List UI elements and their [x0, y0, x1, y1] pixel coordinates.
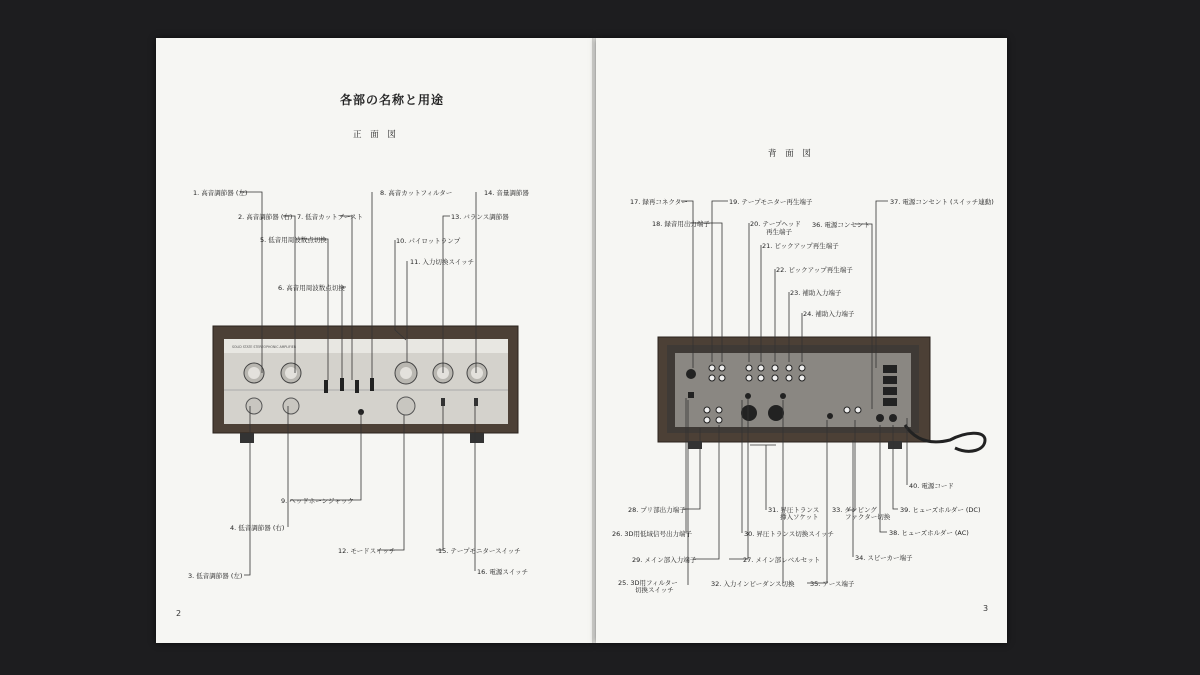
label-18: 18. 録音用出力端子 [652, 220, 710, 228]
label-22: 22. ピックアップ再生端子 [776, 266, 853, 274]
label-16: 16. 電源スイッチ [477, 568, 529, 576]
label-14: 14. 音量調節器 [484, 189, 529, 197]
label-31: 31. 昇圧トランス [768, 506, 820, 514]
panel-logo: SOLID STATE STEREOPHONIC AMPLIFIER [232, 345, 297, 349]
label-4: 4. 低音調節器 (右) [230, 524, 285, 532]
page-heading: 各部の名称と用途 [340, 93, 445, 107]
front-view-heading: 正 面 図 [353, 130, 399, 140]
label-12: 12. モードスイッチ [338, 547, 396, 555]
label-11: 11. 入力切換スイッチ [410, 258, 475, 266]
label-37: 37. 電源コンセント (スイッチ連動) [890, 198, 994, 206]
label-27: 27. メイン部レベルセット [743, 556, 821, 564]
label-32: 32. 入力インピーダンス切換 [711, 580, 795, 588]
label-40: 40. 電源コード [909, 482, 954, 490]
label-33: 33. ダンピング [832, 506, 877, 514]
label-8: 8. 高音カットフィルター [380, 189, 453, 197]
page-number-left: 2 [176, 609, 182, 618]
label-25-cont: 切換スイッチ [635, 586, 674, 594]
label-25: 25. 3D用フィルター [618, 579, 678, 587]
label-9: 9. ヘッドホーンジャック [281, 497, 354, 505]
rear-amplifier-illustration [658, 337, 985, 451]
label-17: 17. 録再コネクター [630, 198, 688, 206]
label-15: 15. テープモニタースイッチ [438, 547, 521, 555]
label-13: 13. バランス調節器 [451, 213, 509, 221]
label-3: 3. 低音調節器 (左) [188, 572, 243, 580]
label-1: 1. 高音調節器 (左) [193, 189, 248, 197]
label-26: 26. 3D用低域信号出力端子 [612, 530, 693, 538]
label-19: 19. テープモニター再生端子 [729, 198, 813, 206]
label-21: 21. ピックアップ再生端子 [762, 242, 839, 250]
label-2: 2. 高音調節器 (右) [238, 213, 293, 221]
label-28: 28. プリ部出力端子 [628, 506, 686, 514]
label-38: 38. ヒューズホルダー (AC) [889, 529, 969, 537]
label-20-cont: 再生端子 [766, 228, 792, 236]
label-20: 20. テープヘッド [750, 220, 801, 228]
rear-view-heading: 背 面 図 [768, 149, 814, 159]
label-7: 7. 低音カットブースト [297, 213, 363, 221]
label-5: 5. 低音用周波数点切換 [260, 236, 327, 244]
label-33-cont: ファクター切換 [845, 513, 891, 521]
page-number-right: 3 [983, 604, 989, 613]
label-35: 35. アース端子 [810, 580, 855, 588]
label-31-cont: 挿入ソケット [780, 513, 819, 521]
label-29: 29. メイン部入力端子 [632, 556, 697, 564]
front-amplifier-illustration [213, 326, 518, 443]
label-6: 6. 高音用周波数点切換 [278, 284, 345, 292]
label-23: 23. 補助入力端子 [790, 289, 842, 297]
label-39: 39. ヒューズホルダー (DC) [900, 506, 981, 514]
label-34: 34. スピーカー端子 [855, 554, 913, 562]
label-10: 10. パイロットランプ [396, 237, 461, 245]
label-36: 36. 電源コンセント [812, 221, 870, 229]
label-30: 30. 昇圧トランス切換スイッチ [744, 530, 834, 538]
label-24: 24. 補助入力端子 [803, 310, 855, 318]
